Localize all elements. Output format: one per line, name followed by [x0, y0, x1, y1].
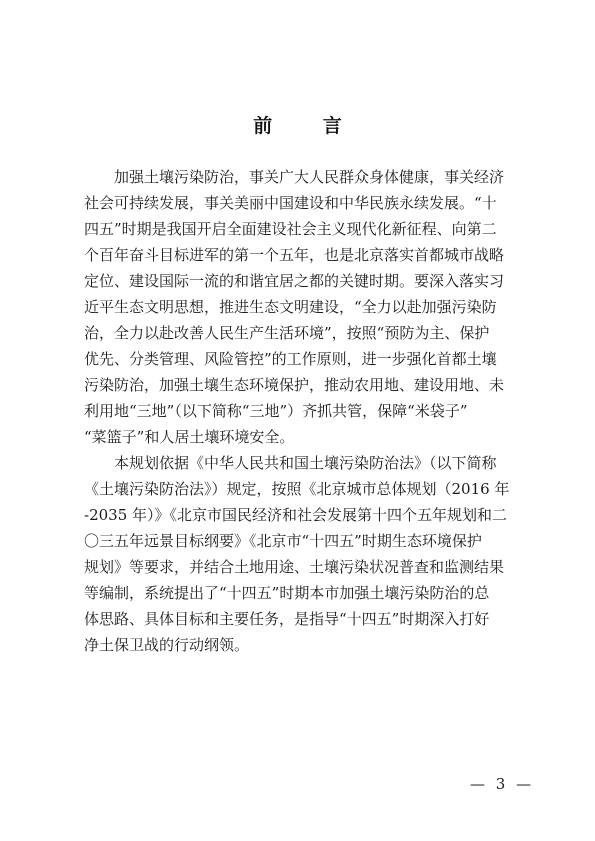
page-title: 前 言: [253, 115, 364, 137]
text-line: 定位、建设国际一流的和谐宜居之都的关键时期。要深入落实习: [84, 272, 505, 290]
text-line: 利用地“三地”（以下简称“三地”）齐抓共管，保障“米袋子”: [84, 402, 468, 420]
text-line: 个百年奋斗目标进军的第一个五年，也是北京落实首都城市战略: [84, 246, 505, 264]
text-line: 治，全力以赴改善人民生产生活环境”，按照“预防为主、保护: [84, 324, 490, 342]
text-line: 社会可持续发展，事关美丽中国建设和中华民族永续发展。“十: [84, 194, 497, 212]
document-body: [84, 164, 511, 658]
text-line: 体思路、具体目标和主要任务，是指导“十四五”时期深入打好: [84, 610, 490, 628]
text-line: 近平生态文明思想，推进生态文明建设，“全力以赴加强污染防: [84, 298, 497, 316]
text-line: 本规划依据《中华人民共和国土壤污染防治法》（以下简称: [114, 454, 497, 472]
text-line: 加强土壤污染防治，事关广大人民群众身体健康，事关经济: [114, 168, 505, 186]
text-line: 《土壤污染防治法》）规定，按照《北京城市总体规划（2016 年: [84, 480, 510, 498]
text-line: “菜篮子”和人居土壤环境安全。: [84, 428, 295, 446]
text-line: 优先、分类管理、风险管控”的工作原则，进一步强化首都土壤: [84, 350, 497, 368]
text-line: 四五”时期是我国开启全面建设社会主义现代化新征程、向第二: [84, 220, 497, 238]
text-line: -2035 年）》《北京市国民经济和社会发展第十四个五年规划和二: [84, 506, 508, 524]
paragraph: [84, 164, 511, 450]
paragraph: [84, 450, 511, 658]
text-line: 污染防治，加强土壤生态环境保护，推动农用地、建设用地、未: [84, 376, 505, 394]
text-line: 净土保卫战的行动纲领。: [84, 636, 250, 654]
page-number: — 3 —: [470, 775, 535, 793]
text-line: 等编制，系统提出了“十四五”时期本市加强土壤污染防治的总: [84, 584, 490, 602]
text-line: 〇三五年远景目标纲要》《北京市“十四五”时期生态环境保护: [84, 532, 482, 550]
text-line: 规划》等要求，并结合土地用途、土壤污染状况普查和监测结果: [84, 558, 505, 576]
